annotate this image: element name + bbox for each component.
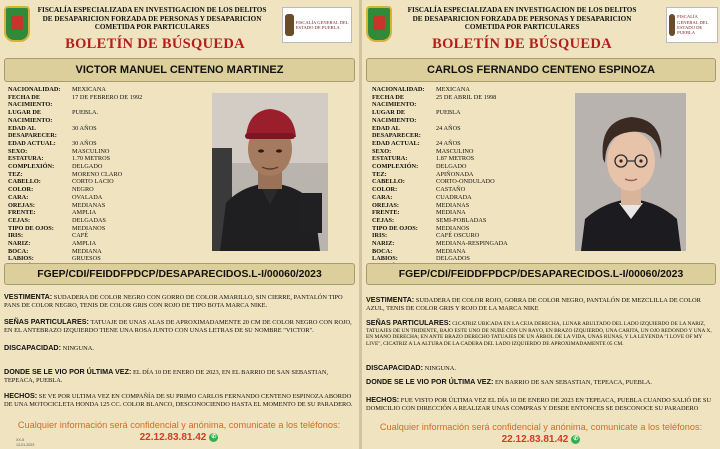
last-seen-value: EL DÍA 10 DE ENERO DE 2023, EN EL BARRIO DE SAN SEBASTIAN, TEPEACA, PUEBLA.: [4, 369, 329, 384]
field-label: EDAD ACTUAL:: [8, 139, 56, 147]
field-value: DELGADAS: [72, 216, 106, 224]
fiscalia-logo-icon: [666, 7, 718, 43]
field-value: DELGADO: [436, 163, 467, 171]
clothing-description: [366, 296, 716, 312]
field-label: FECHA DE NACIMIENTO:: [372, 93, 417, 109]
field-label: EDAD ACTUAL:: [372, 139, 420, 147]
field-value: NEGRO: [72, 186, 94, 194]
missing-person-photo: [212, 93, 328, 251]
field-row: [372, 140, 577, 148]
field-row: [8, 202, 208, 210]
field-value: MEXICANA: [436, 86, 470, 93]
field-label: LUGAR DE NACIMIENTO:: [8, 109, 53, 124]
clothing-value: SUDADERA DE COLOR ROJO, GORRA DE COLOR NEGRO, PANTALÓN DE MEZCLILLA DE COLOR AZUL, TENIS DE COLOR GRIS Y ROJO DE LA MARCA NIKE: [366, 297, 701, 312]
field-label: LABIOS:: [8, 255, 34, 263]
field-value: CORTO LACIO: [72, 178, 114, 186]
field-label: COLOR:: [8, 186, 34, 194]
disability-value: NINGUNA.: [424, 365, 456, 372]
field-value: MEDIANA: [72, 247, 102, 255]
agency-header: [34, 6, 270, 32]
whatsapp-icon[interactable]: ✆: [573, 435, 579, 442]
bulletin-title: BOLETÍN DE BÚSQUEDA: [432, 36, 612, 52]
field-row: [8, 248, 208, 256]
field-value: MEXICANA: [72, 86, 106, 93]
field-label: CEJAS:: [372, 216, 395, 224]
field-value: OVALADA: [72, 193, 103, 201]
facts-value: SE VE POR ULTIMA VEZ EN COMPAÑÍA DE SU PRIMO CARLOS FERNANDO CENTENO ESPINOZA ABORDO DE UNA MOTOCICLETA HONDA 125 CC. COLOR BLANCO, DESCONOCIENDO HASTA EL MOMENTO DE SU PARADERO.: [4, 393, 353, 408]
agency-line-2: DE DESAPARICION FORZADA DE PERSONAS Y DESAPARICION: [42, 14, 262, 23]
phone-number[interactable]: 22.12.83.81.42: [501, 434, 569, 445]
contact-phone[interactable]: [4, 432, 354, 443]
clothing-description: [4, 293, 354, 309]
agency-line-3: COMETIDA POR PARTICULARES: [94, 23, 210, 32]
field-row: [8, 148, 208, 156]
field-value: DELGADOS: [436, 255, 470, 263]
field-row: [372, 178, 577, 186]
field-row: [372, 202, 577, 210]
field-row: [8, 140, 208, 148]
field-row: [8, 194, 208, 202]
bulletin-title: BOLETÍN DE BÚSQUEDA: [65, 36, 245, 52]
disability-label: DISCAPACIDAD:: [4, 343, 61, 352]
field-row: [372, 163, 577, 171]
field-value: CAFÉ OSCURO: [436, 232, 480, 240]
field-value: MEDIANA: [436, 209, 466, 217]
field-row: [8, 94, 208, 109]
search-bulletin-victor: [0, 0, 359, 449]
field-value: 30 AÑOS: [72, 139, 97, 147]
field-value: MEDIANA: [436, 247, 466, 255]
field-row: [8, 225, 208, 233]
field-value: GRUESOS: [72, 255, 101, 263]
field-row: [372, 194, 577, 202]
field-label: TIPO DE OJOS:: [8, 224, 54, 232]
field-label: NACIONALIDAD:: [372, 86, 425, 93]
field-value: MEDIANOS: [436, 224, 470, 232]
missing-person-name: CARLOS FERNANDO CENTENO ESPINOZA: [366, 58, 716, 82]
field-row: [8, 109, 208, 124]
field-value: 30 AÑOS: [72, 124, 97, 132]
field-row: [372, 148, 577, 156]
field-label: IRIS:: [372, 232, 388, 240]
field-row: [372, 171, 577, 179]
field-value: MEDIANOS: [72, 224, 106, 232]
print-stamp: [16, 438, 34, 447]
field-row: [8, 232, 208, 240]
field-row: [372, 155, 577, 163]
field-value: 24 AÑOS: [436, 124, 461, 132]
contact-text: Cualquier información será confidencial y anónima, comunicate a los teléfonos:: [379, 422, 703, 432]
disability-value: NINGUNA.: [62, 345, 94, 352]
field-label: SEXO:: [8, 147, 28, 155]
last-seen-label: DONDE SE LE VIO POR ÚLTIMA VEZ:: [4, 367, 132, 376]
field-label: ESTATURA:: [372, 155, 408, 163]
field-value: APIÑONADA: [436, 170, 474, 178]
field-value: 1.87 METROS: [436, 155, 475, 163]
marks-label: SEÑAS PARTICULARES:: [366, 318, 451, 327]
field-value: MASCULINO: [72, 147, 110, 155]
last-seen-label: DONDE SE LE VIO POR ÚLTIMA VEZ:: [366, 377, 494, 386]
contact-text: Cualquier información será confidencial y anónima, comunicate a los teléfonos:: [17, 420, 341, 430]
field-row: [372, 86, 577, 94]
field-label: FECHA DE NACIMIENTO:: [8, 93, 53, 109]
case-folio: FGEP/CDI/FEIDDFPDCP/DESAPARECIDOS.L-I/00060/2023: [366, 263, 716, 285]
field-value: SEMI-POBLADAS: [436, 216, 487, 224]
marks-value: CICATRIZ UBICADA EN LA CEJA DERECHA, LUNAR ABULTADO DEL LADO IZQUIERDO DE LA NARIZ, TATUAJES DE UN TRIDENTE, BAJO ESTE UNO DE NUBE CON UN RAYO, EN BRAZO IZQUIERDO, UNA CARITA, UN OJO REDONDO Y UNA X, EN MANO DERECHA; EN ANTE BRAZO DERECHO TATUAJES DE UN ÁRBOL DE LA VIDA, UNAS RUNAS, Y LA LEYENDA "I LOVE OF MY LIVE", CICATRIZ A LA ALTURA DE LA CADERA DEL LADO IZQUIERDO DE APROXIMADAMENTE 05 CM.: [366, 321, 712, 347]
field-value: MEDIANAS: [436, 201, 470, 209]
last-seen: [366, 378, 716, 387]
field-row: [8, 178, 208, 186]
field-label: SEXO:: [372, 147, 392, 155]
field-value: 25 DE ABRIL DE 1998: [436, 93, 497, 101]
field-value: MORENO CLARO: [72, 170, 123, 178]
disability: [4, 344, 354, 353]
clothing-label: VESTIMENTA:: [4, 292, 53, 301]
disability: [366, 364, 716, 373]
agency-line-1: FISCALÍA ESPECIALIZADA EN INVESTIGACION DE LOS DELITOS: [407, 6, 637, 14]
field-value: CASTAÑO: [436, 186, 466, 194]
physical-description: [372, 86, 577, 271]
field-label: IRIS:: [8, 232, 24, 240]
state-seal-icon: [366, 6, 392, 42]
missing-person-photo: [575, 93, 686, 251]
field-label: FRENTE:: [8, 209, 36, 217]
field-row: [8, 155, 208, 163]
field-label: NARIZ:: [372, 240, 395, 248]
agency-line-1: FISCALÍA ESPECIALIZADA EN INVESTIGACION DE LOS DELITOS: [37, 6, 267, 14]
physical-description: [8, 86, 208, 271]
field-row: [372, 240, 577, 248]
field-value: PUEBLA.: [72, 109, 99, 117]
field-label: CEJAS:: [8, 216, 31, 224]
whatsapp-icon[interactable]: ✆: [211, 433, 217, 440]
contact-phone[interactable]: [366, 434, 716, 445]
field-label: EDAD AL DESAPARECER:: [372, 124, 421, 140]
state-seal-icon: [4, 6, 30, 42]
field-label: COMPLEXIÓN:: [8, 163, 55, 171]
field-label: BOCA:: [372, 247, 393, 255]
field-label: ESTATURA:: [8, 155, 44, 163]
field-value: MASCULINO: [436, 147, 474, 155]
stamp-line-1: XX-5: [16, 438, 24, 442]
field-row: [372, 248, 577, 256]
fiscalia-logo-icon: [282, 7, 352, 43]
fiscalia-logo-text: FISCALÍA GENERAL DEL ESTADO DE PUEBLA: [677, 14, 709, 36]
field-label: LUGAR DE NACIMIENTO:: [372, 109, 417, 124]
stamp-line-2: 13-01-2023: [16, 442, 35, 447]
field-value: AMPLIA: [72, 209, 97, 217]
distinguishing-marks: [4, 318, 354, 334]
field-label: TEZ:: [8, 170, 23, 178]
field-label: CARA:: [372, 193, 393, 201]
field-label: COMPLEXIÓN:: [372, 163, 419, 171]
field-label: TEZ:: [372, 170, 387, 178]
phone-number[interactable]: 22.12.83.81.42: [139, 432, 207, 443]
search-bulletin-carlos: [362, 0, 720, 449]
field-value: PUEBLA: [436, 109, 461, 117]
case-folio: FGEP/CDI/FEIDDFPDCP/DESAPARECIDOS.L-I/00060/2023: [4, 263, 355, 285]
facts-value: FUE VISTO POR ÚLTIMA VEZ EL DÍA 10 DE ENERO DE 2023 EN TEPEACA, PUEBLA CUANDO SALIÓ DE SU DOMICILIO CON DIRECCIÓN A REALIZAR UNAS COMPRAS Y DESDE ENTONCES SE DESCONOCE SU PARADERO: [366, 397, 712, 412]
field-label: CABELLO:: [372, 178, 405, 186]
last-seen: [4, 368, 354, 384]
field-label: NARIZ:: [8, 240, 31, 248]
field-value: MEDIANAS: [72, 201, 106, 209]
field-label: COLOR:: [372, 186, 398, 194]
marks-label: SEÑAS PARTICULARES:: [4, 317, 89, 326]
field-row: [372, 186, 577, 194]
field-row: [372, 94, 577, 109]
field-row: [372, 125, 577, 140]
field-row: [8, 163, 208, 171]
field-row: [8, 171, 208, 179]
field-label: TIPO DE OJOS:: [372, 224, 418, 232]
field-label: EDAD AL DESAPARECER:: [8, 124, 57, 140]
field-row: [372, 217, 577, 225]
field-value: AMPLIA: [72, 240, 97, 248]
field-value: CORTO-ONDULADO: [436, 178, 495, 186]
facts: [366, 396, 716, 412]
field-value: MEDIANA-RESPINGADA: [436, 240, 508, 248]
field-row: [8, 186, 208, 194]
clothing-value: SUDADERA DE COLOR NEGRO CON GORRO DE COLOR AMARILLO, SIN CIERRE, PANTALÓN TIPO PANS DE COLOR NEGRO, TENIS DE COLOR GRIS CON ROJO DE TIPO BOTA MARCA NIKE.: [4, 294, 343, 309]
field-row: [8, 217, 208, 225]
marks-value: TATUAJE DE UNAS ALAS DE APROXIMADAMENTE 20 CM DE COLOR NEGRO CON ROJO, EN EL ANTEBRAZO IZQUIERDO TIENE UNA ROSA JUNTO CON UNAS LETRAS DE SU NOMBRE "VICTOR".: [4, 319, 352, 334]
field-label: OREJAS:: [8, 201, 35, 209]
field-value: CUADRADA: [436, 193, 472, 201]
agency-line-2: DE DESAPARICION FORZADA DE PERSONAS Y DESAPARICION: [412, 14, 632, 23]
field-label: BOCA:: [8, 247, 29, 255]
field-row: [372, 209, 577, 217]
field-row: [8, 125, 208, 140]
last-seen-value: EN BARRIO DE SAN SEBASTIAN, TEPEACA, PUEBLA.: [495, 379, 652, 386]
field-row: [8, 86, 208, 94]
field-row: [8, 209, 208, 217]
fiscalia-logo-text: FISCALÍA GENERAL DEL ESTADO DE PUEBLA: [295, 19, 349, 30]
clothing-label: VESTIMENTA:: [366, 295, 415, 304]
field-label: OREJAS:: [372, 201, 399, 209]
facts-label: HECHOS:: [366, 395, 400, 404]
agency-line-3: COMETIDA POR PARTICULARES: [464, 23, 580, 32]
missing-person-name: VICTOR MANUEL CENTENO MARTINEZ: [4, 58, 355, 82]
field-value: 1.70 METROS: [72, 155, 111, 163]
field-value: DELGADO: [72, 163, 103, 171]
field-value: CAFÉ: [72, 232, 89, 240]
field-label: FRENTE:: [372, 209, 400, 217]
facts: [4, 392, 354, 408]
disability-label: DISCAPACIDAD:: [366, 363, 423, 372]
distinguishing-marks: [366, 320, 716, 347]
field-label: CABELLO:: [8, 178, 41, 186]
field-row: [372, 109, 577, 124]
field-label: CARA:: [8, 193, 29, 201]
facts-label: HECHOS:: [4, 391, 38, 400]
field-label: NACIONALIDAD:: [8, 86, 61, 93]
field-value: 17 DE FEBRERO DE 1992: [72, 93, 143, 101]
agency-header: [402, 6, 642, 32]
field-row: [372, 232, 577, 240]
field-value: 24 AÑOS: [436, 139, 461, 147]
field-row: [8, 240, 208, 248]
field-label: LABIOS:: [372, 255, 398, 263]
